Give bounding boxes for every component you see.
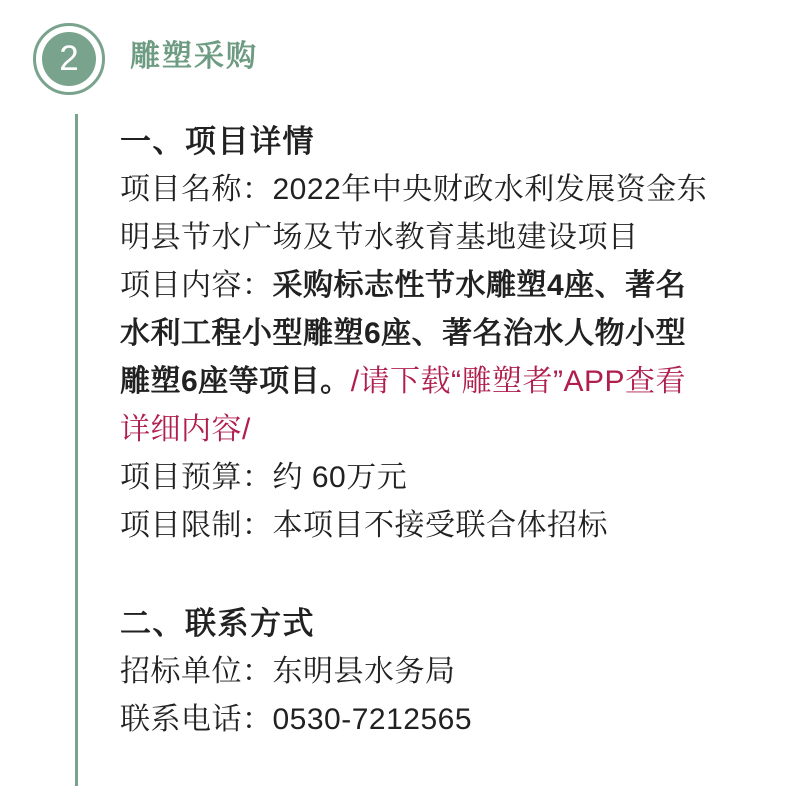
text-segment: 项目名称：2022年中央财政水利发展资金东 <box>120 173 708 206</box>
text-segment: 水利工程小型雕塑6座、著名治水人物小型 <box>120 317 687 350</box>
text-segment: 采购标志性节水雕塑4座、著名 <box>272 269 687 302</box>
content-line <box>120 454 780 502</box>
content-line <box>120 502 780 550</box>
article-content <box>120 118 780 744</box>
content-line <box>120 262 780 310</box>
content-line <box>120 648 780 696</box>
text-segment: 招标单位：东明县水务局 <box>120 655 456 688</box>
content-line <box>120 214 780 262</box>
section-gap <box>120 550 780 600</box>
section-number-circle <box>42 32 96 86</box>
text-segment: 项目内容： <box>120 269 273 302</box>
promo-note-text: /请下载“雕塑者”APP查看 <box>350 365 687 398</box>
section-number-badge <box>33 23 105 95</box>
text-segment: 二、联系方式 <box>120 606 315 641</box>
promo-note-text: 详细内容/ <box>120 413 251 446</box>
section-heading <box>120 118 780 166</box>
section-divider-line <box>75 114 78 786</box>
section-number: 2 <box>59 38 79 78</box>
content-line <box>120 310 780 358</box>
content-line <box>120 696 780 744</box>
text-segment: 明县节水广场及节水教育基地建设项目 <box>120 221 639 254</box>
content-line <box>120 406 780 454</box>
text-segment: 联系电话：0530-7212565 <box>120 703 473 736</box>
text-segment: 一、项目详情 <box>120 124 315 159</box>
section-title: 雕塑采购 <box>130 40 258 73</box>
content-line <box>120 166 780 214</box>
content-line <box>120 358 780 406</box>
text-segment: 项目预算：约 60万元 <box>120 461 408 494</box>
text-segment: 雕塑6座等项目。 <box>120 365 351 398</box>
section-heading <box>120 600 780 648</box>
text-segment: 项目限制：本项目不接受联合体招标 <box>120 509 608 542</box>
